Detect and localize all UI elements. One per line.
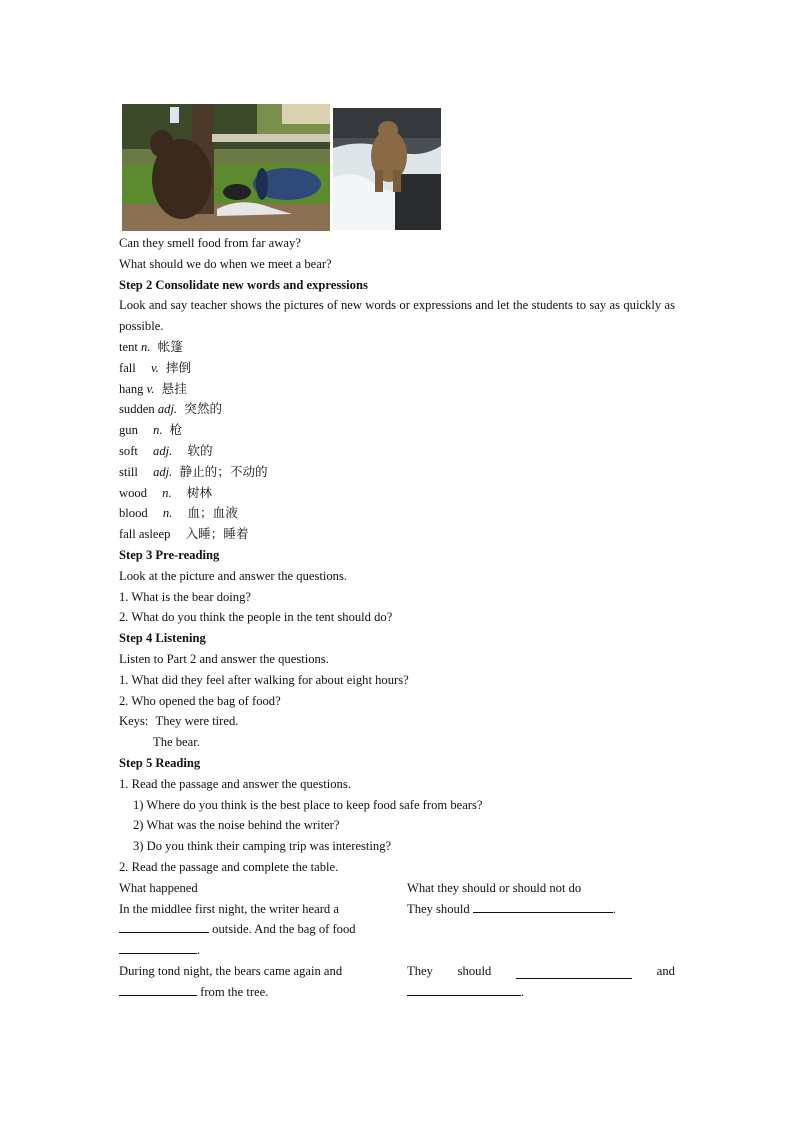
bear-waterfall-photo: [333, 108, 441, 230]
reading-table: [119, 878, 675, 1003]
vocab-item: [119, 441, 675, 462]
vocab-meaning: 帐篷: [157, 339, 183, 354]
vocab-item: [119, 337, 675, 358]
row1-event-text-c: .: [197, 943, 201, 958]
vocab-pos: n.: [153, 423, 163, 438]
vocab-meaning: 血；血液: [187, 506, 238, 521]
blank-field[interactable]: [119, 919, 209, 933]
table-header-what-happened: What happened: [119, 880, 198, 895]
worksheet-page: [119, 104, 675, 1002]
row2-action-text-b: should: [457, 963, 492, 978]
vocab-meaning: 静止的；不动的: [179, 464, 268, 479]
step5-task1: 1. Read the passage and answer the questions.: [119, 776, 351, 791]
vocab-item: [119, 358, 675, 379]
step5-question-1: 1) Where do you think is the best place to keep food safe from bears?: [133, 797, 483, 812]
step4-question-1: 1. What did they feel after walking for about eight hours?: [119, 672, 409, 687]
vocab-pos: n.: [162, 485, 172, 500]
vocab-meaning: 入睡；睡着: [185, 527, 249, 542]
step3-heading: Step 3 Pre-reading: [119, 547, 220, 562]
intro-question-2: What should we do when we meet a bear?: [119, 256, 332, 271]
vocab-pos: v.: [150, 360, 159, 375]
table-row2-event: [119, 961, 393, 1003]
step5-heading: Step 5 Reading: [119, 755, 201, 770]
table-row1-event: [119, 899, 393, 961]
step3-question-2: 2. What do you think the people in the tent should do?: [119, 610, 393, 625]
vocab-word: blood: [119, 506, 148, 521]
vocab-item: [119, 524, 675, 545]
step4-heading: Step 4 Listening: [119, 631, 206, 646]
row1-event-text-a: In the middlee first night, the writer heard a: [119, 901, 339, 916]
vocab-word: fall: [119, 360, 136, 375]
step4-keys: [119, 711, 675, 732]
blank-field[interactable]: [119, 940, 197, 954]
intro-question-1: Can they smell food from far away?: [119, 236, 301, 250]
key-answer-1: They were tired.: [155, 714, 239, 729]
vocab-pos: n.: [141, 339, 151, 354]
blank-field[interactable]: [516, 965, 632, 979]
row2-action-text-a: They: [407, 963, 433, 978]
table-header-should-do: What they should or should not do: [407, 880, 582, 895]
table-row1-action: [407, 899, 675, 961]
vocab-item: [119, 483, 675, 504]
vocab-word: gun: [119, 423, 138, 438]
vocab-meaning: 悬挂: [161, 381, 187, 396]
step5-task2: 2. Read the passage and complete the table.: [119, 859, 339, 874]
blank-field[interactable]: [473, 899, 613, 913]
blank-field[interactable]: [407, 982, 521, 996]
row2-action-text-d: .: [521, 984, 525, 999]
row1-action-text-b: .: [612, 901, 616, 916]
vocab-word: hang: [119, 381, 144, 396]
step4-question-2: 2. Who opened the bag of food?: [119, 693, 281, 708]
row2-event-text-b: from the tree.: [200, 984, 269, 999]
step2-instruction: Look and say teacher shows the pictures of new words or expressions and let the students to say as quickly as possible.: [119, 298, 675, 334]
vocab-pos: adj.: [157, 402, 178, 417]
vocab-pos: v.: [146, 381, 155, 396]
key-answer-2: The bear.: [153, 735, 200, 750]
vocab-meaning: 软的: [187, 443, 213, 458]
keys-label: Keys:: [119, 714, 149, 729]
vocab-pos: n.: [162, 506, 173, 521]
row1-event-text-b: outside. And the bag of food: [212, 922, 356, 937]
row2-action-text-c: and: [656, 963, 675, 978]
step2-heading: Step 2 Consolidate new words and expressions: [119, 277, 368, 292]
vocab-item: [119, 462, 675, 483]
vocab-word: wood: [119, 485, 147, 500]
step3-instruction: Look at the picture and answer the questions.: [119, 568, 348, 583]
step3-question-1: 1. What is the bear doing?: [119, 589, 251, 604]
vocab-word: tent: [119, 339, 138, 354]
vocab-word: still: [119, 464, 138, 479]
row1-action-text-a: They should: [407, 901, 470, 916]
table-row2-action: [407, 961, 675, 1003]
vocab-word: sudden: [119, 402, 155, 417]
vocab-item: [119, 399, 675, 420]
vocab-item: [119, 420, 675, 441]
vocab-list: [119, 337, 675, 545]
vocab-pos: adj.: [153, 464, 173, 479]
vocab-meaning: 树林: [186, 485, 212, 500]
vocab-word: fall asleep: [119, 527, 171, 542]
row2-action-line1: [407, 961, 675, 982]
vocab-meaning: 枪: [169, 423, 183, 438]
image-row: [122, 104, 675, 231]
step5-question-2: 2) What was the noise behind the writer?: [133, 818, 340, 833]
bear-trash-photo: [122, 104, 330, 231]
vocab-meaning: 摔倒: [165, 360, 192, 375]
step5-question-3: 3) Do you think their camping trip was interesting?: [133, 839, 392, 854]
row2-event-text-a: During tond night, the bears came again and: [119, 963, 343, 978]
step4-instruction: Listen to Part 2 and answer the questions.: [119, 651, 329, 666]
vocab-word: soft: [119, 443, 138, 458]
vocab-pos: adj.: [153, 443, 173, 458]
vocab-item: [119, 379, 675, 400]
vocab-meaning: 突然的: [184, 402, 223, 417]
blank-field[interactable]: [119, 982, 197, 996]
vocab-item: [119, 503, 675, 524]
